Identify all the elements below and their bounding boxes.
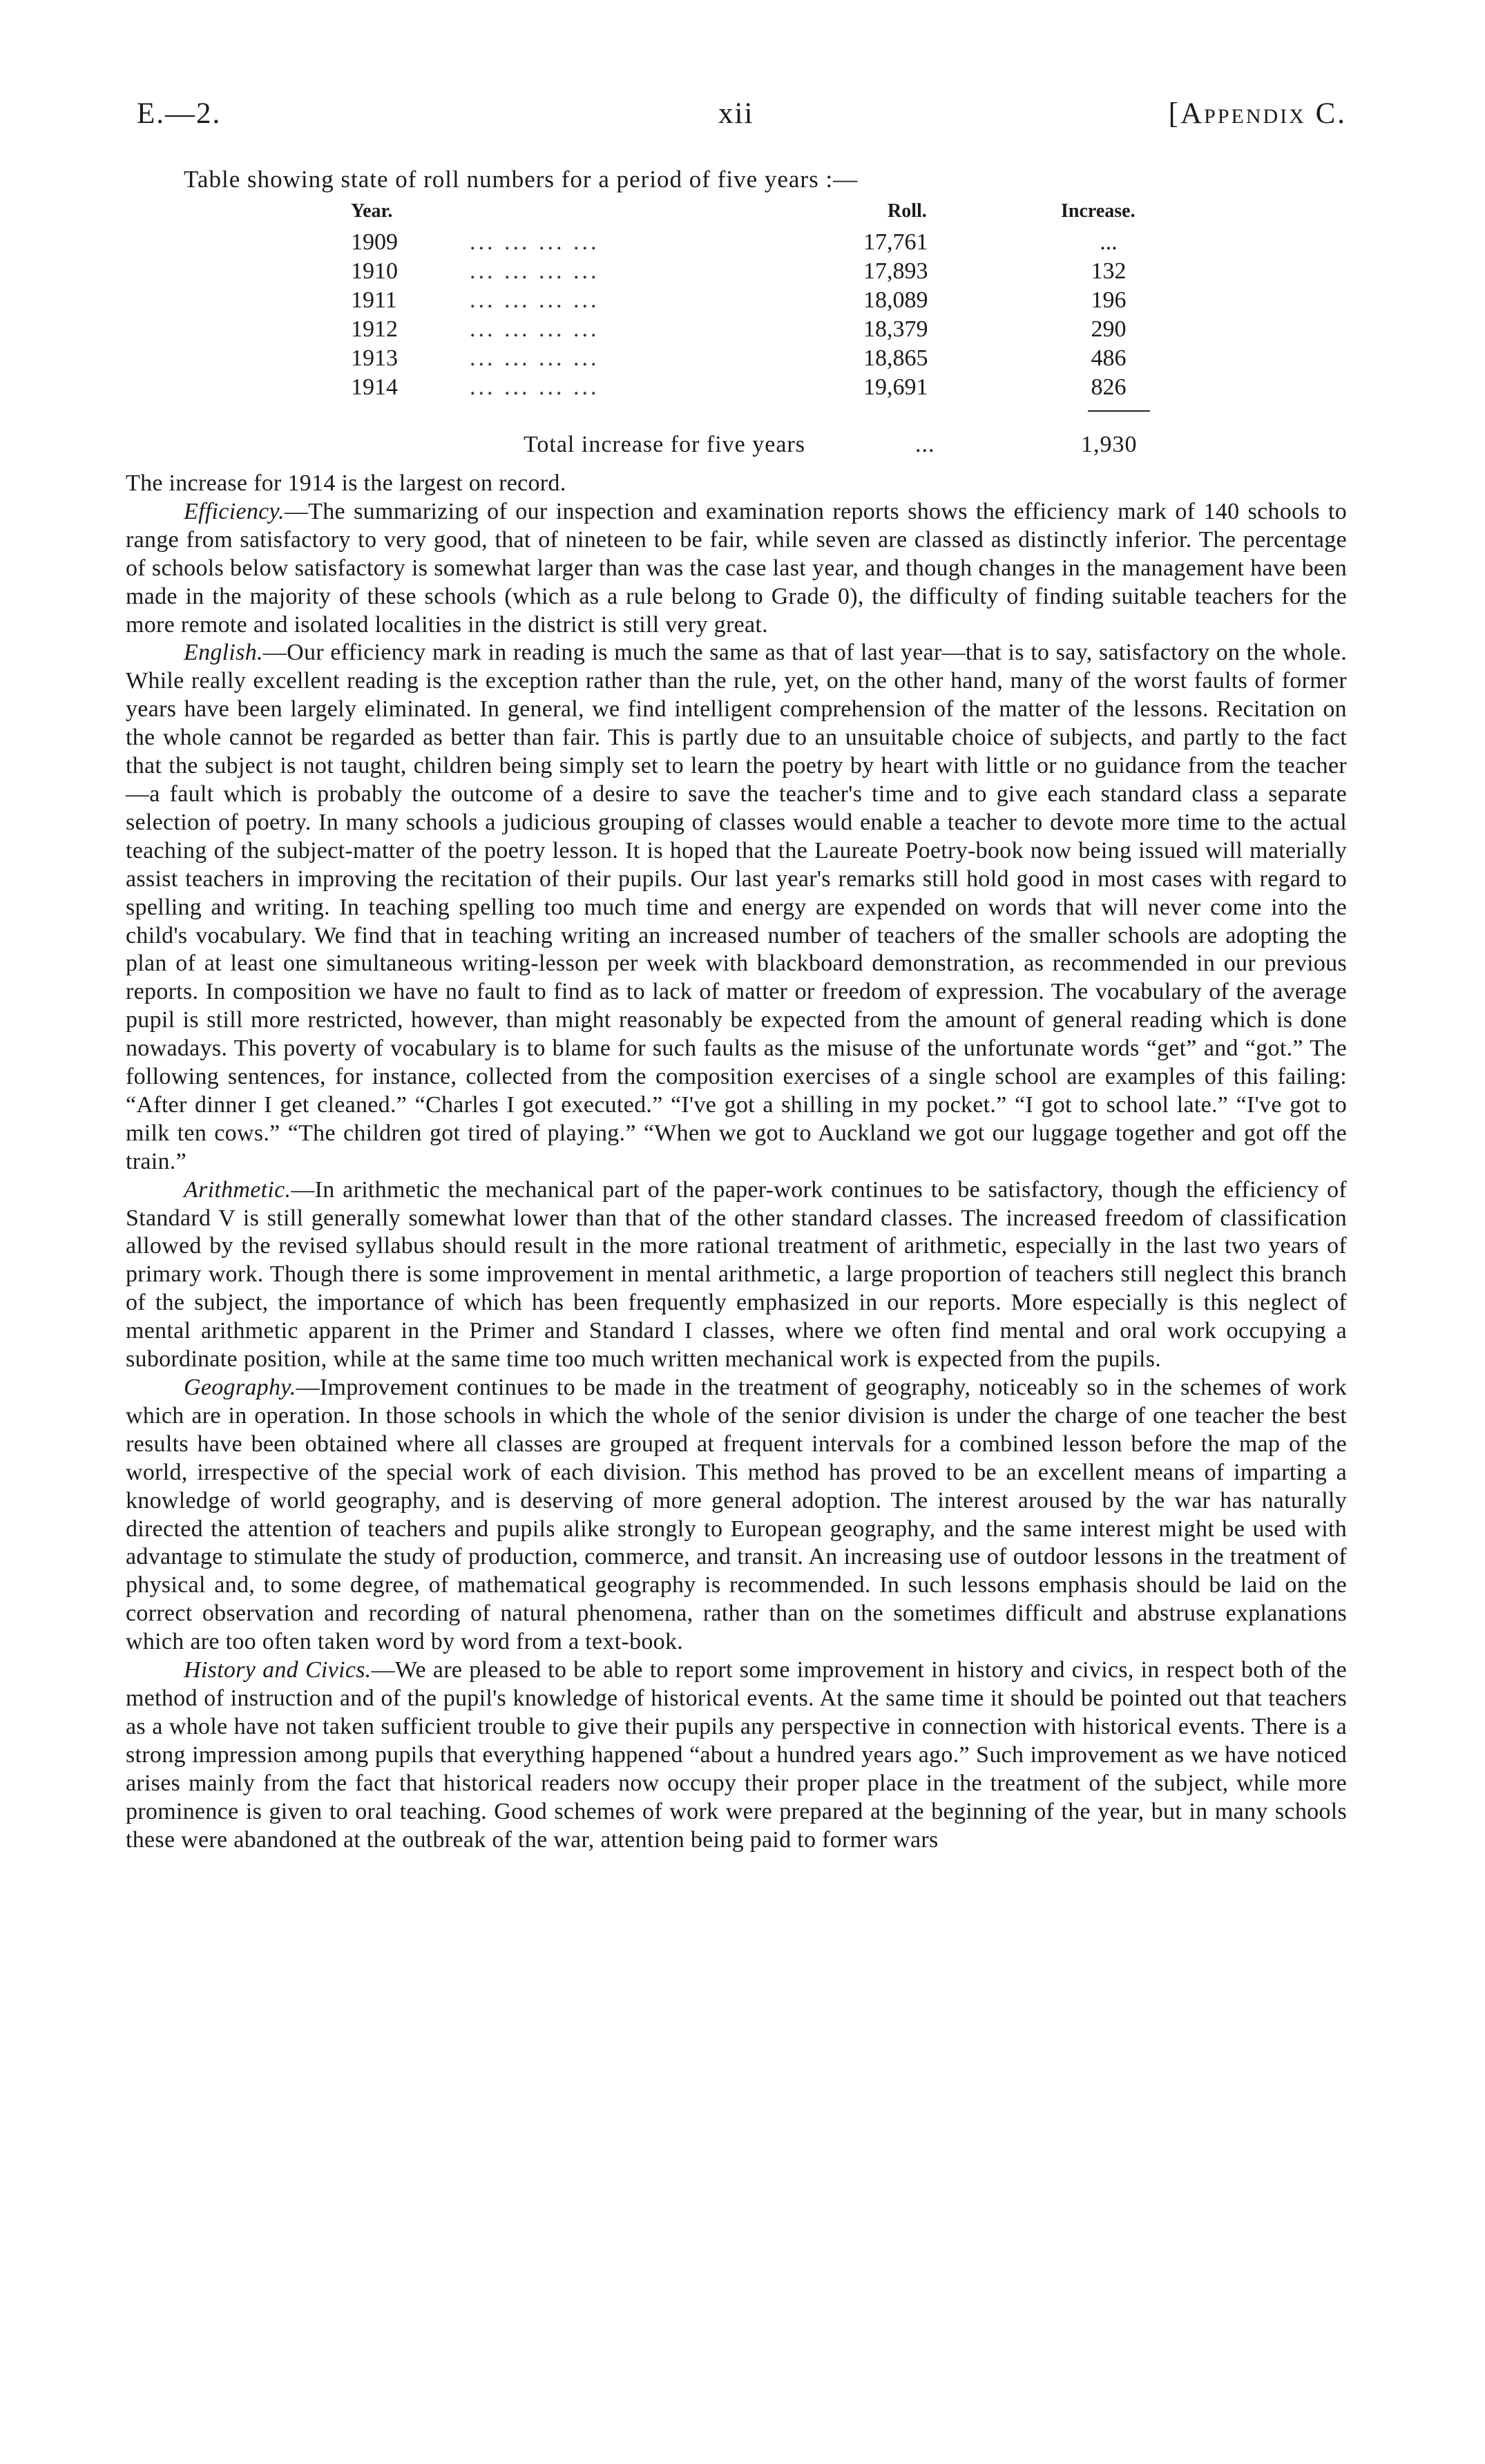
paragraph-increase	[126, 470, 1347, 498]
page-header-right: [Appendix C.	[1168, 97, 1347, 130]
paragraph-text: The increase for 1914 is the largest on record.	[126, 470, 566, 496]
roll-cell: 18,865	[863, 345, 928, 371]
roll-cell: 17,893	[863, 258, 928, 284]
leader-dots: ... ... ... ...	[470, 345, 600, 371]
table-row	[0, 229, 1485, 258]
total-label: Total increase for five years	[524, 432, 805, 457]
col-header-increase: Increase.	[1061, 200, 1136, 222]
roll-cell: 17,761	[863, 229, 928, 255]
section-heading: Arithmetic.	[184, 1176, 291, 1203]
increase-cell: 196	[1091, 287, 1127, 313]
year-cell: 1914	[351, 374, 398, 400]
paragraph-geography	[126, 1374, 1347, 1656]
roll-cell: 18,379	[863, 316, 928, 342]
increase-cell: 132	[1091, 258, 1127, 284]
col-header-roll: Roll.	[888, 200, 927, 222]
leader-dots: ... ... ... ...	[470, 258, 600, 284]
report-body	[126, 470, 1347, 1854]
page-number: xii	[718, 97, 754, 130]
sum-rule	[1088, 410, 1150, 412]
col-header-year: Year.	[351, 200, 393, 222]
table-header-row	[0, 200, 1485, 229]
total-value: 1,930	[1081, 432, 1138, 457]
table-row	[0, 287, 1485, 316]
year-cell: 1912	[351, 316, 398, 342]
leader-dots: ...	[915, 432, 935, 457]
section-heading: History and Civics.	[184, 1657, 372, 1683]
paragraph-arithmetic	[126, 1176, 1347, 1374]
table-row	[0, 316, 1485, 345]
paragraph-text: —Our efficiency mark in reading is much the same as that of last year—that is to say, satisfactory on the whole. While really excellent reading is the exception rather than the rule, yet, on the other hand, many of the worst faults of former years have been largely eliminated. In general, we find intelligent comprehension of the matter of the lessons. Recitation on the whole cannot be regarded as better than fair. This is partly due to an unsuitable choice of subjects, and partly to the fact that the subject is not taught, children being simply set to learn the poetry by heart with little or no guidance from the teacher—a fault which is probably the outcome of a desire to save the teacher's time and to give each standard class a separate selection of poetry. In many schools a judicious grouping of classes would enable a teacher to devote more time to the actual teaching of the subject-matter of the poetry lesson. It is hoped that the Laureate Poetry-book now being issued will materially assist teachers in improving the recitation of their pupils. Our last year's remarks still hold good in most cases with regard to spelling and writing. In teaching spelling too much time and energy are expended on words that will never come into the child's vocabulary. We find that in teaching writing an increased number of teachers of the smaller schools are adopting the plan of at least one simultaneous writing-lesson per week with blackboard demonstration, as recommended in our previous reports. In composition we have no fault to find as to lack of matter or freedom of expression. The vocabulary of the average pupil is still more restricted, however, than might reasonably be expected from the amount of general reading which is done nowadays. This poverty of vocabulary is to blame for such faults as the misuse of the unfortunate words “get” and “got.” The following sentences, for instance, collected from the composition exercises of a single school are examples of this failing: “After dinner I get cleaned.” “Charles I got executed.” “I've got a shilling in my pocket.” “I got to school late.” “I've got to milk ten cows.” “The children got tired of playing.” “When we got to Auckland we got our luggage together and got off the train.”	[126, 640, 1347, 1174]
section-heading: English.	[184, 640, 263, 666]
paragraph-text: —Improvement continues to be made in the treatment of geography, noticeably so in the schemes of work which are in operation. In those schools in which the whole of the senior division is under the charge of one teacher the best results have been obtained where all classes are grouped at frequent intervals for a combined lesson before the map of the world, irrespective of the special work of each division. This method has proved to be an excellent means of imparting a knowledge of world geography, and is deserving of more general adoption. The interest aroused by the war has naturally directed the attention of teachers and pupils alike strongly to European geography, and the same interest might be used with advantage to stimulate the study of production, commerce, and transit. An increasing use of outdoor lessons in the treatment of physical and, to some degree, of mathematical geography is recommended. In such lessons emphasis should be laid on the correct observation and recording of natural phenomena, rather than on the sometimes difficult and abstruse explanations which are too often taken word by word from a text-book.	[126, 1375, 1347, 1655]
year-cell: 1910	[351, 258, 398, 284]
year-cell: 1913	[351, 345, 398, 371]
section-heading: Efficiency.	[184, 498, 285, 524]
year-cell: 1909	[351, 229, 398, 255]
leader-dots: ... ... ... ...	[470, 374, 600, 400]
increase-cell: 290	[1091, 316, 1127, 342]
page-header-left: E.—2.	[137, 97, 222, 130]
year-cell: 1911	[351, 287, 397, 313]
paragraph-english	[126, 639, 1347, 1176]
leader-dots: ... ... ... ...	[470, 229, 600, 255]
paragraph-efficiency	[126, 498, 1347, 640]
paragraph-text: —We are pleased to be able to report some improvement in history and civics, in respect both of the method of instruction and of the pupil's knowledge of historical events. At the same time it should be pointed out that teachers as a whole have not taken sufficient trouble to give their pupils any perspective in connection with historical events. There is a strong impression among pupils that everything happened “about a hundred years ago.” Such improvement as we have noticed arises mainly from the fact that historical readers now occupy their proper place in the treatment of the subject, while more prominence is given to oral teaching. Good schemes of work were prepared at the beginning of the year, but in many schools these were abandoned at the outbreak of the war, attention being paid to former wars	[126, 1657, 1348, 1853]
table-row	[0, 374, 1485, 403]
table-row	[0, 258, 1485, 287]
roll-cell: 19,691	[863, 374, 928, 400]
table-caption: Table showing state of roll numbers for a period of five years :—	[184, 166, 859, 193]
leader-dots: ... ... ... ...	[470, 316, 600, 342]
section-heading: Geography.	[184, 1375, 296, 1400]
increase-cell: ...	[1100, 229, 1118, 255]
roll-cell: 18,089	[863, 287, 928, 313]
paragraph-text: —The summarizing of our inspection and examination reports shows the efficiency mark of 140 schools to range from satisfactory to very good, that of nineteen to be fair, while seven are classed as distinctly inferior. The percentage of schools below satisfactory is somewhat larger than was the case last year, and though changes in the management have been made in the majority of these schools (which as a rule belong to Grade 0), the difficulty of finding suitable teachers for the more remote and isolated localities in the district is still very great.	[126, 498, 1347, 638]
paragraph-history-civics	[126, 1656, 1347, 1854]
leader-dots: ... ... ... ...	[470, 287, 600, 313]
table-row	[0, 345, 1485, 374]
paragraph-text: —In arithmetic the mechanical part of the paper-work continues to be satisfactory, though the efficiency of Standard V is still generally somewhat lower than that of the other standard classes. The increased freedom of classification allowed by the revised syllabus should result in the more rational treatment of arithmetic, especially in the last two years of primary work. Though there is some improvement in mental arithmetic, a large proportion of teachers still neglect this branch of the subject, the importance of which has been frequently emphasized in our reports. More especially is this neglect of mental arithmetic apparent in the Primer and Standard I classes, where we often find mental and oral work occupying a subordinate position, while at the same time too much written mechanical work is expected from the pupils.	[126, 1176, 1347, 1373]
increase-cell: 826	[1091, 374, 1127, 400]
increase-cell: 486	[1091, 345, 1127, 371]
